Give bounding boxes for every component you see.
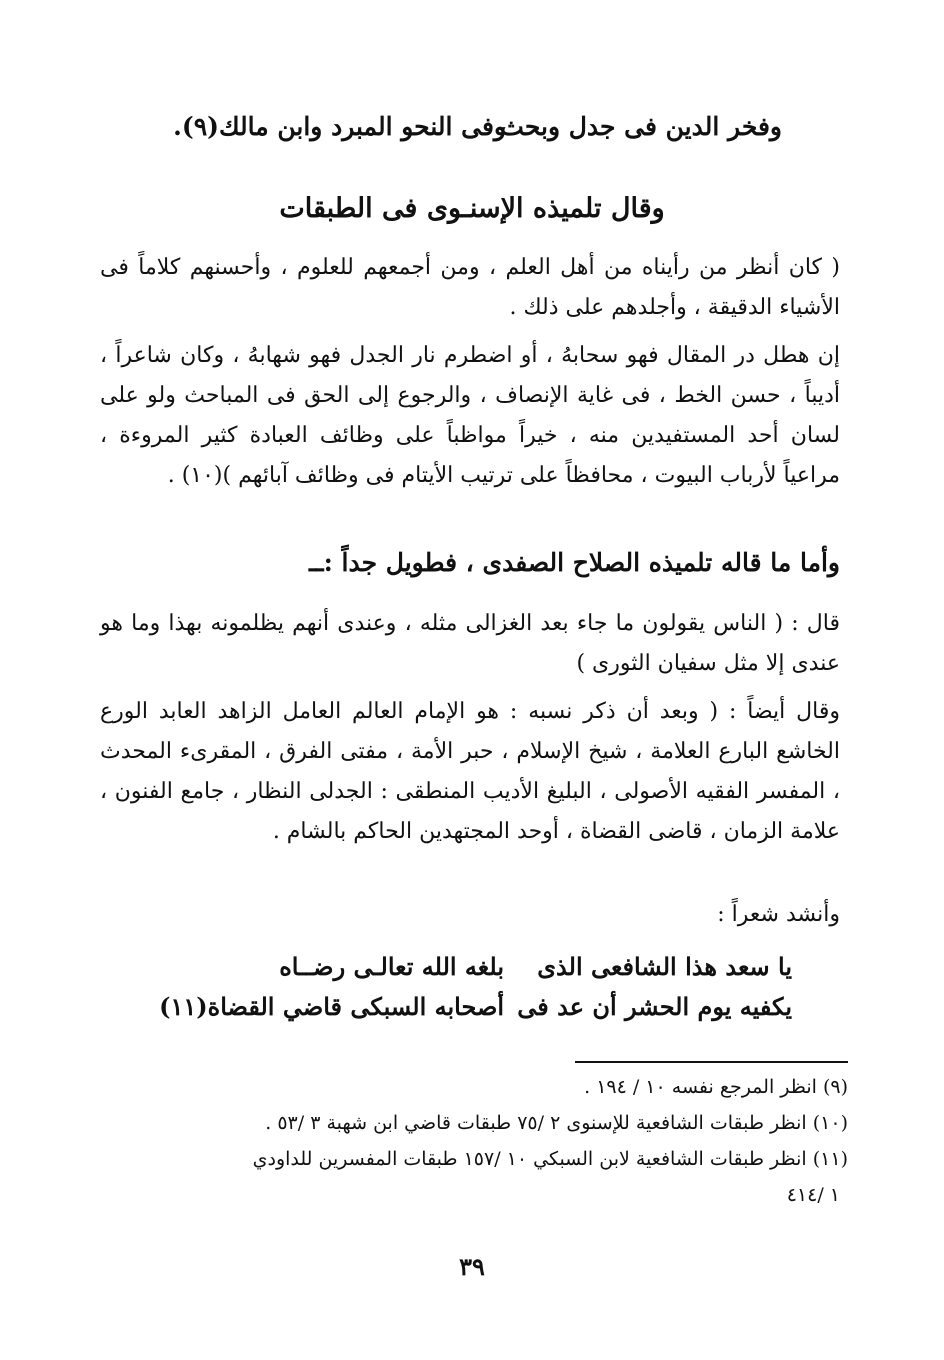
quote-paragraph-2: إن هطل در المقال فهو سحابهُ ، أو اضطرم نار الجدل فهو شهابهُ ، وكان شاعراً ، أديباً ، حسن الخط ، فى غاية الإنصاف ، والرجوع إلى الحق فى المباحث ولو على لسان أحد المستفيدين منه ، خيراً مواظباً على وظائف العبادة كثير المروءة ، مراعياً لأرباب البيوت ، محافظاً على ترتيب الأيتام فى وظائف آبائهم )(١٠) . bbox=[100, 343, 840, 488]
poem-line-1-left: بلغه الله تعالـى رضــاه bbox=[279, 952, 504, 981]
section-heading: وقال تلميذه الإسنـوى فى الطبقات bbox=[279, 193, 665, 224]
page-number: ٣٩ bbox=[459, 1252, 485, 1281]
poem-line-2-left: أصحابه السبكى قاضي القضاة(١١) bbox=[159, 992, 504, 1021]
quote-paragraph-1: ( كان أنظر من رأيناه من أهل العلم ، ومن أجمعهم للعلوم ، وأحسنهم كلاماً فى الأشياء الدقيقة ، وأجلدهم على ذلك . bbox=[100, 255, 840, 320]
footnote-11: (١١) انظر طبقات الشافعية لابن السبكي ١٠ /١٥٧ طبقات المفسرين للداودي bbox=[252, 1148, 848, 1170]
footnote-9: (٩) انظر المرجع نفسه ١٠ / ١٩٤ . bbox=[584, 1076, 848, 1098]
footnote-11-continuation: ١ /٤١٤ bbox=[786, 1184, 840, 1206]
opening-verse-right: وفخر الدين فى جدل وبحث bbox=[500, 112, 782, 141]
poem-line-2-right: يكفيه يوم الحشر أن عد فى bbox=[517, 992, 792, 1021]
subsection-heading: وأما ما قاله تلميذه الصلاح الصفدى ، فطويل جداً :ــ bbox=[308, 548, 840, 577]
quote-paragraph-3: قال : ( الناس يقولون ما جاء بعد الغزالى مثله ، وعندى أنهم يظلمونه بهذا وما هو عندى إلا مثل سفيان الثورى ) bbox=[100, 611, 840, 676]
poem-line-1-right: يا سعد هذا الشافعى الذى bbox=[537, 952, 792, 981]
footnote-10: (١٠) انظر طبقات الشافعية للإسنوى ٢ /٧٥ طبقات قاضي ابن شهبة ٣ /٥٣ . bbox=[265, 1112, 848, 1134]
footnote-divider bbox=[575, 1061, 848, 1063]
opening-verse-left: وفى النحو المبرد وابن مالك(٩). bbox=[173, 112, 506, 141]
quote-paragraph-4: وقال أيضاً : ( وبعد أن ذكر نسبه : هو الإمام العالم العامل الزاهد العابد الورع الخاشع البارع العلامة ، شيخ الإسلام ، حبر الأمة ، مفتى الفرق ، المقرىء المحدث ، المفسر الفقيه الأصولى ، البليغ الأديب المنطقى : الجدلى النظار ، جامع الفنون ، علامة الزمان ، قاضى القضاة ، أوحد المجتهدين الحاكم بالشام . bbox=[100, 699, 840, 844]
poem-intro: وأنشد شعراً : bbox=[717, 902, 840, 927]
